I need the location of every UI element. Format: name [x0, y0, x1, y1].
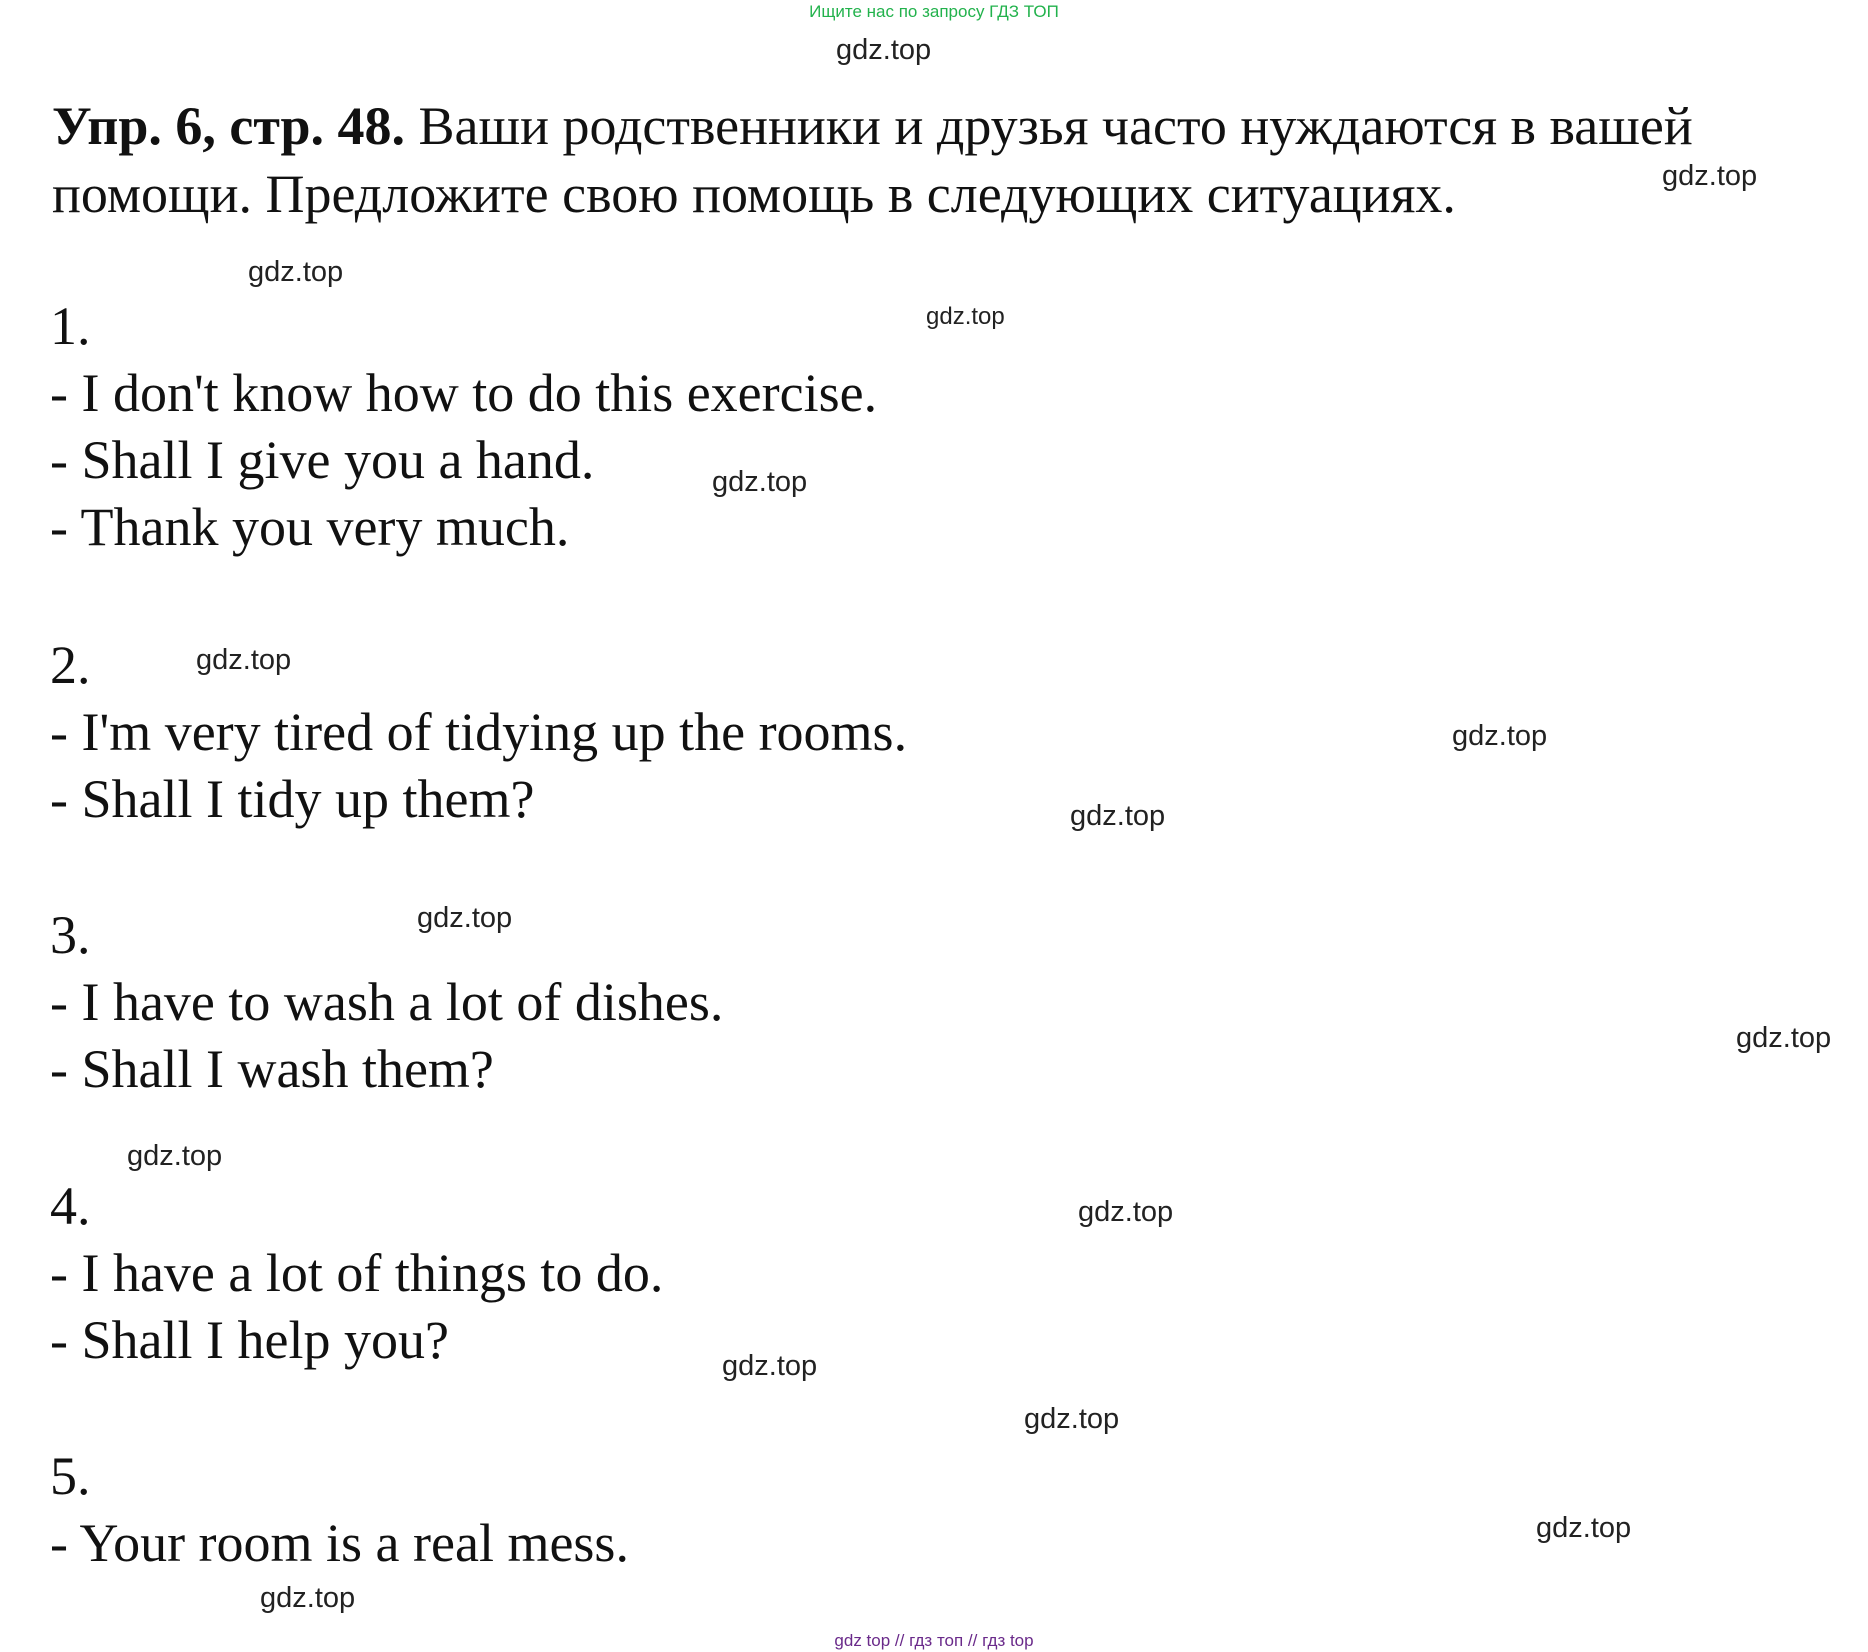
dialogue-line: - I have to wash a lot of dishes. — [50, 972, 724, 1032]
watermark: gdz.top — [248, 256, 344, 288]
dialogue-line: - Your room is a real mess. — [50, 1513, 629, 1573]
watermark: gdz.top — [1536, 1512, 1632, 1544]
item-number: 4. — [50, 1176, 91, 1236]
watermark: gdz.top — [836, 34, 932, 66]
dialogue-line: - I'm very tired of tidying up the rooms. — [50, 702, 908, 762]
watermark: gdz.top — [712, 466, 808, 498]
item-number: 5. — [50, 1446, 91, 1506]
top-banner[interactable]: Ищите нас по запросу ГДЗ ТОП — [809, 2, 1059, 21]
item-number: 3. — [50, 905, 91, 965]
watermark: gdz.top — [722, 1350, 818, 1382]
watermark: gdz.top — [926, 303, 1005, 330]
watermark: gdz.top — [1736, 1022, 1832, 1054]
dialogue-line: - I have a lot of things to do. — [50, 1243, 664, 1303]
watermark: gdz.top — [417, 902, 513, 934]
dialogue-line: - Thank you very much. — [50, 497, 570, 557]
item-number: 2. — [50, 635, 91, 695]
watermark: gdz.top — [127, 1140, 223, 1172]
task-ref: Упр. 6, стр. 48. — [52, 96, 406, 156]
dialogue-line: - Shall I tidy up them? — [50, 769, 535, 829]
task-text: Ваши родственники и друзья часто нуждаются в вашей помощи. Предложите свою помощь в следующих ситуациях. — [52, 96, 1693, 224]
footer-links[interactable]: gdz top // гдз топ // гдз top — [834, 1631, 1034, 1650]
watermark: gdz.top — [1070, 800, 1166, 832]
dialogue-line: - Shall I help you? — [50, 1310, 449, 1370]
task-heading — [52, 92, 1852, 228]
item-number: 1. — [50, 296, 91, 356]
dialogue-line: - Shall I wash them? — [50, 1039, 494, 1099]
watermark: gdz.top — [1078, 1196, 1174, 1228]
watermark: gdz.top — [260, 1582, 356, 1614]
dialogue-line: - I don't know how to do this exercise. — [50, 363, 878, 423]
dialogue-line: - Shall I give you a hand. — [50, 430, 595, 490]
watermark: gdz.top — [1662, 160, 1758, 192]
watermark: gdz.top — [1024, 1403, 1120, 1435]
watermark: gdz.top — [196, 644, 292, 676]
watermark: gdz.top — [1452, 720, 1548, 752]
